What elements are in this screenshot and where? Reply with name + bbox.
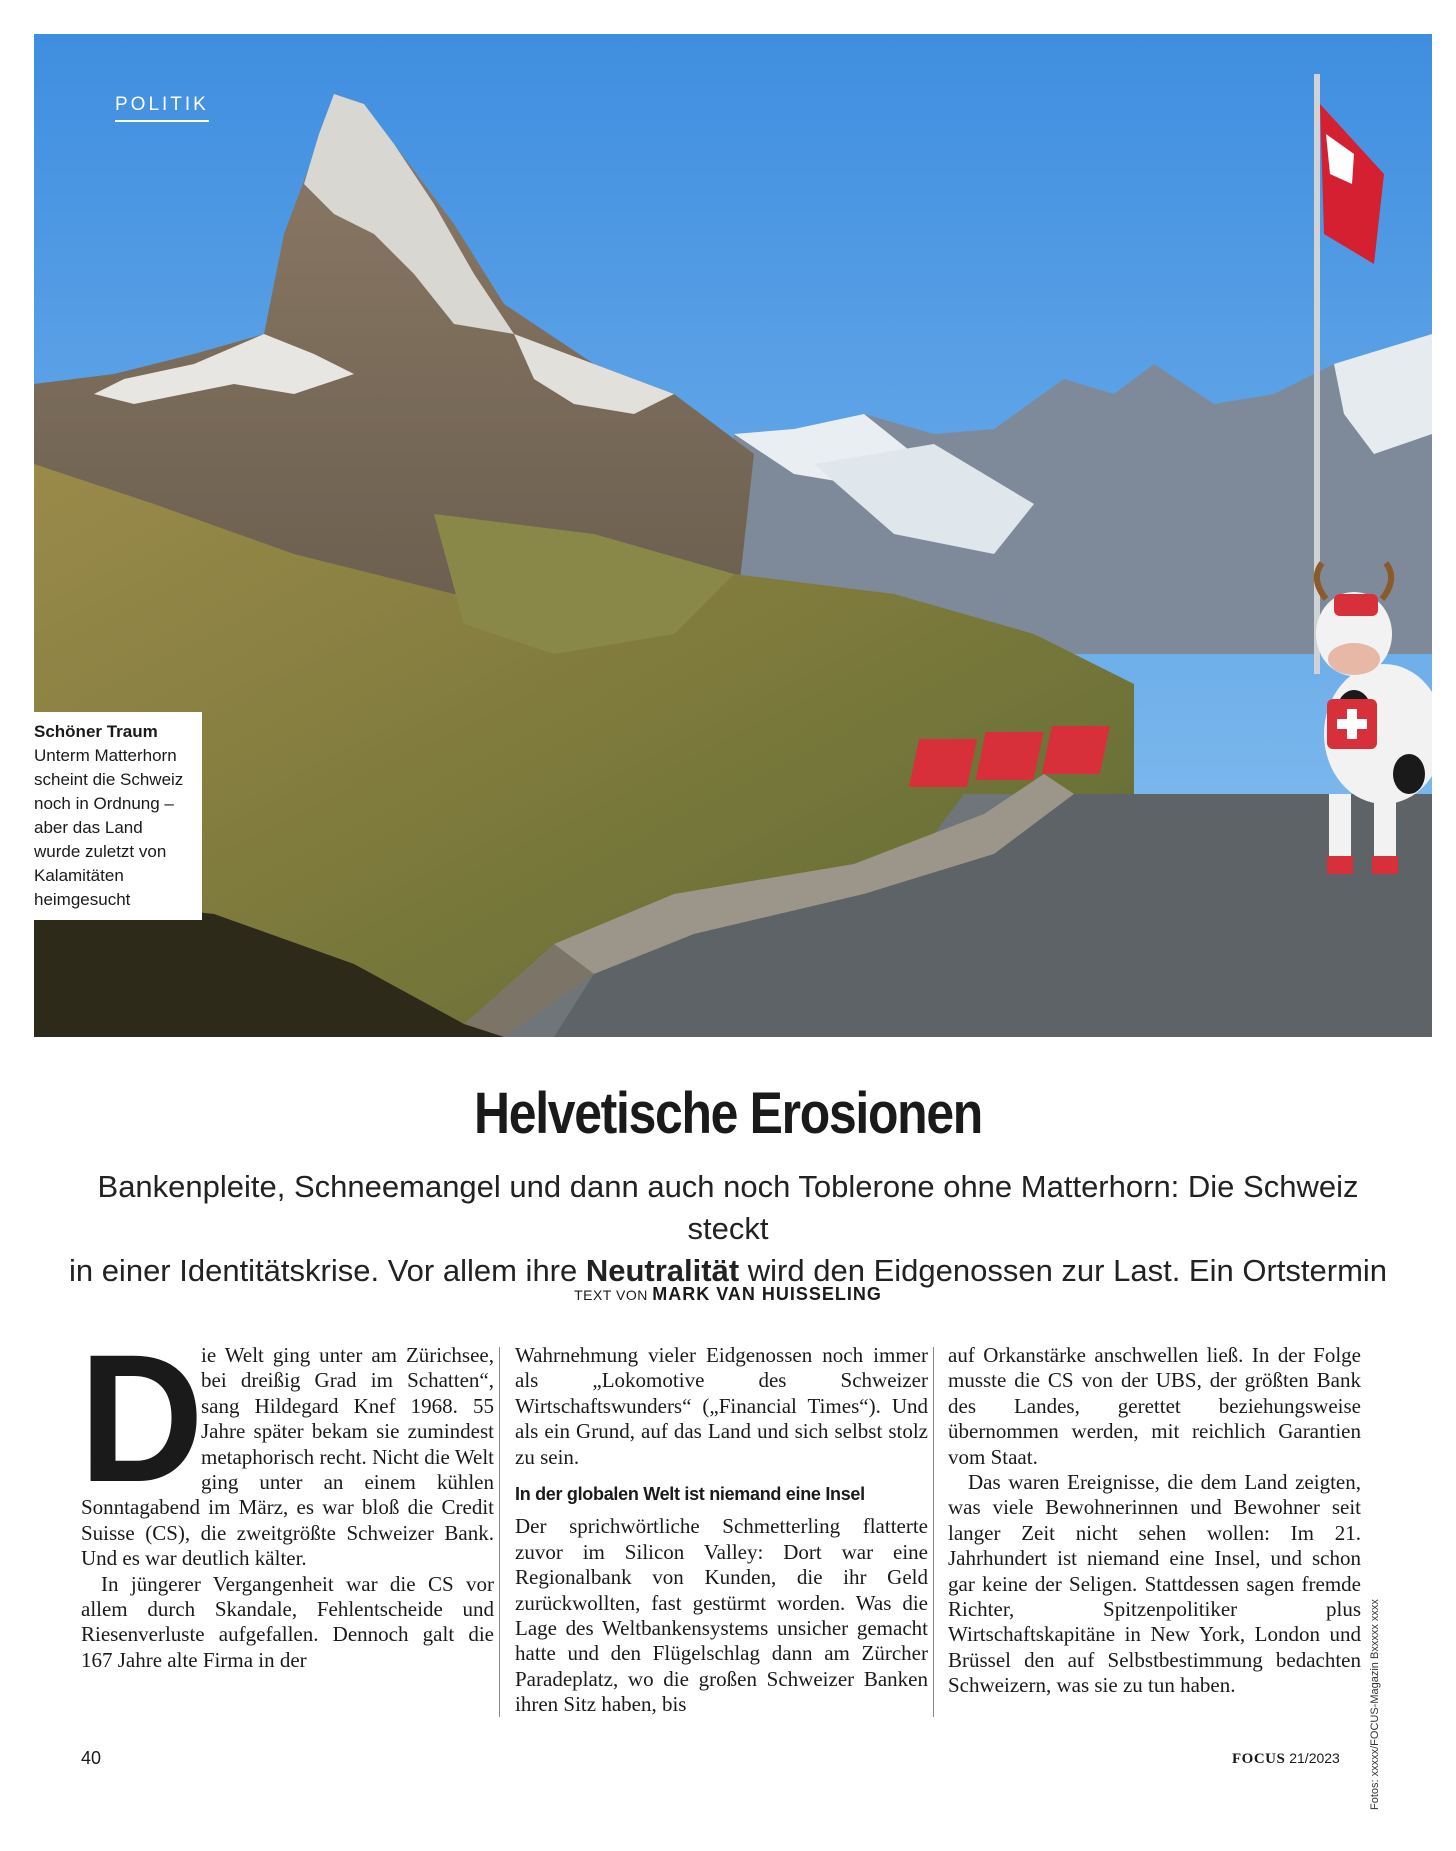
issue-number: 21/2023 — [1289, 1750, 1340, 1766]
column-rule — [933, 1347, 934, 1717]
teaser-line2-before: in einer Identitätskrise. Vor allem ihre — [68, 1253, 586, 1288]
drop-cap: D — [79, 1316, 204, 1520]
caption-title: Schöner Traum — [34, 722, 158, 741]
teaser-line2-after: wird den Eidgenossen zur Last. Ein Ortstermin — [739, 1253, 1388, 1288]
matterhorn-scene-illustration — [34, 34, 1432, 1037]
article-subhead: In der globalen Welt ist niemand eine Insel — [515, 1484, 865, 1505]
article-teaser — [60, 1166, 1396, 1292]
photo-caption — [34, 712, 202, 920]
paragraph: auf Orkanstärke anschwellen ließ. In der Folge musste die CS von der UBS, der größten Bank des Landes, gerettet beziehungsweise übernommen werden, mit reichlich Garantien vom Staat. — [948, 1343, 1361, 1469]
teaser-bold: Neutralität — [585, 1253, 740, 1288]
magazine-footer — [1232, 1750, 1340, 1768]
paragraph: ie Welt ging unter am Zürichsee, bei dreißig Grad im Schatten“, sang Hildegard Knef 1968. 55 Jahre später bekam sie zumindest metaphorisch recht. Nicht die Welt ging unter an einem kühlen Sonntagabend im März, es war bloß die Credit Suisse (CS), die zweitgrößte Schweizer Bank. Und es war deutlich kälter. — [81, 1343, 494, 1571]
article-column-2 — [515, 1343, 928, 1718]
photo-credit: Fotos: xxxxx/FOCUS-Magazin Bxxxxx xxxx — [1369, 1599, 1381, 1810]
byline-prefix: TEXT VON — [574, 1287, 648, 1303]
teaser-line1: Bankenpleite, Schneemangel und dann auch noch Toblerone ohne Matterhorn: Die Schweiz steckt — [97, 1169, 1359, 1246]
paragraph: Der sprichwörtliche Schmetterling flatterte zuvor im Silicon Valley: Dort war eine Regionalbank von Kunden, die ihr Geld zurückwollten, fast gestürmt worden. Was die Lage des Weltbankensystems unsicher gemacht hatte und den Flügelschlag dann am Zürcher Paradeplatz, wo die großen Schweizer Banken ihren Sitz haben, bis — [515, 1514, 928, 1717]
article-column-1 — [79, 1316, 494, 1673]
article-column-3 — [948, 1343, 1361, 1699]
caption-text: Unterm Matterhorn scheint die Schweiz noch in Ordnung – aber das Land wurde zuletzt von Kalamitäten heimgesucht — [34, 746, 184, 909]
magazine-name: FOCUS — [1232, 1751, 1286, 1767]
paragraph: Das waren Ereignisse, die dem Land zeigten, was viele Bewohnerinnen und Bewohner seit langer Zeit nicht sehen wollen: Im 21. Jahrhundert ist niemand eine Insel, und schon gar keine der Seligen. Stattdessen sagen fremde Richter, Spitzenpolitiker plus Wirtschaftskapitäne in New York, London und Brüssel den auf Selbstbestimmung bedachten Schweizern, was sie zu tun haben. — [948, 1470, 1361, 1698]
byline-author: MARK VAN HUISSELING — [652, 1284, 882, 1304]
section-rubric: POLITIK — [115, 94, 209, 122]
article-headline: Helvetische Erosionen — [474, 1081, 982, 1146]
column-rule — [499, 1347, 500, 1717]
byline — [0, 1284, 1456, 1305]
paragraph: In jüngerer Vergangenheit war die CS vor allem durch Skandale, Fehlentscheide und Riesenverluste aufgefallen. Dennoch galt die 167 Jahre alte Firma in der — [81, 1571, 494, 1672]
page-number: 40 — [81, 1748, 102, 1768]
hero-photo — [34, 34, 1432, 1037]
paragraph: Wahrnehmung vieler Eidgenossen noch immer als „Lokomotive des Schweizer Wirtschaftswunders“ („Financial Times“). Und als ein Grund, auf das Land und sich selbst stolz zu sein. — [515, 1343, 928, 1469]
